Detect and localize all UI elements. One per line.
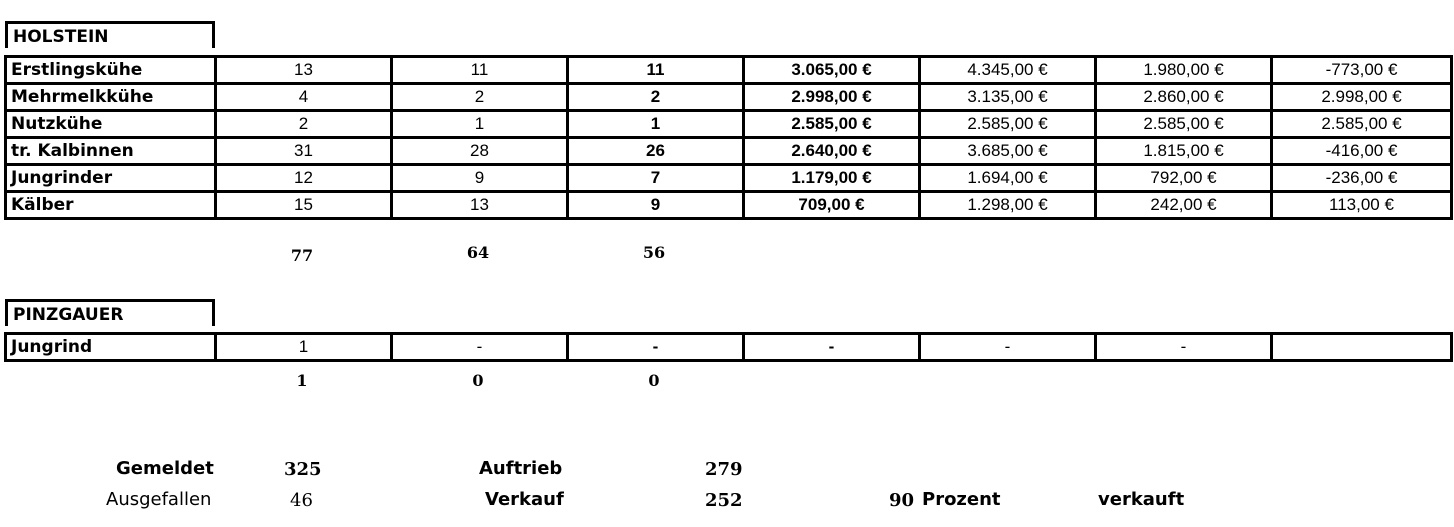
pinzgauer-table [4,332,1453,362]
cell-c5: 3.135,00 € [920,84,1096,111]
table-row [6,111,1452,138]
cell-c4: 2.640,00 € [744,138,920,165]
cell-c1: 31 [216,138,392,165]
cell-c3: 11 [568,57,744,84]
cell-c1: 2 [216,111,392,138]
row-label: Mehrmelkkühe [6,84,216,111]
cell-c7: 2.585,00 € [1272,111,1452,138]
gemeldet-label: Gemeldet [116,458,214,479]
cell-c1: 13 [216,57,392,84]
row-label: Jungrinder [6,165,216,192]
cell-c1: 4 [216,84,392,111]
cell-c2: 13 [392,192,568,219]
cell-c3: 9 [568,192,744,219]
holstein-total-c1: 77 [290,246,314,265]
pinzgauer-section-title [5,299,215,326]
cell-c2: 9 [392,165,568,192]
table-row [6,334,1452,361]
table-row [6,57,1452,84]
cell-c7 [1272,334,1452,361]
cell-c7: -236,00 € [1272,165,1452,192]
cell-c6: 1.815,00 € [1096,138,1272,165]
table-row [6,192,1452,219]
cell-c6: 1.980,00 € [1096,57,1272,84]
cell-c2: 2 [392,84,568,111]
holstein-table [4,55,1453,220]
cell-c5: 3.685,00 € [920,138,1096,165]
row-label: tr. Kalbinnen [6,138,216,165]
cell-c3: 26 [568,138,744,165]
table-row [6,165,1452,192]
cell-c3: 2 [568,84,744,111]
cell-c7: -416,00 € [1272,138,1452,165]
cell-c4: 3.065,00 € [744,57,920,84]
cell-c5: 2.585,00 € [920,111,1096,138]
cell-c6: 2.860,00 € [1096,84,1272,111]
cell-c2: 11 [392,57,568,84]
holstein-section-title [5,21,215,48]
ausgefallen-value: 46 [290,490,313,511]
row-label: Kälber [6,192,216,219]
table-row [6,84,1452,111]
cell-c4: 2.585,00 € [744,111,920,138]
table-row [6,138,1452,165]
cell-c6: 2.585,00 € [1096,111,1272,138]
auftrieb-value: 279 [705,459,743,480]
cell-c2: - [392,334,568,361]
pinzgauer-total-c1: 1 [296,371,308,390]
cell-c2: 28 [392,138,568,165]
cell-c4: 709,00 € [744,192,920,219]
pinzgauer-total-c2: 0 [472,371,484,390]
cell-c5: - [920,334,1096,361]
cell-c3: - [568,334,744,361]
cell-c7: 113,00 € [1272,192,1452,219]
cell-c1: 1 [216,334,392,361]
verkauft-label: verkauft [1098,489,1185,510]
cell-c7: -773,00 € [1272,57,1452,84]
cell-c5: 1.694,00 € [920,165,1096,192]
auftrieb-label: Auftrieb [479,458,563,479]
cell-c4: 2.998,00 € [744,84,920,111]
pinzgauer-total-c3: 0 [648,371,660,390]
cell-c2: 1 [392,111,568,138]
cell-c6: 242,00 € [1096,192,1272,219]
cell-c6: - [1096,334,1272,361]
verkauf-label: Verkauf [485,489,564,510]
cell-c3: 7 [568,165,744,192]
row-label: Jungrind [6,334,216,361]
cell-c3: 1 [568,111,744,138]
cell-c1: 15 [216,192,392,219]
holstein-total-c2: 64 [466,243,490,262]
ausgefallen-label: Ausgefallen [106,489,212,510]
cell-c1: 12 [216,165,392,192]
cell-c5: 1.298,00 € [920,192,1096,219]
cell-c7: 2.998,00 € [1272,84,1452,111]
percent-label: Prozent [922,489,1001,510]
cell-c6: 792,00 € [1096,165,1272,192]
verkauf-value: 252 [705,490,743,511]
cell-c5: 4.345,00 € [920,57,1096,84]
gemeldet-value: 325 [284,459,322,480]
holstein-total-c3: 56 [642,243,666,262]
holstein-title-text: HOLSTEIN [13,27,109,47]
pinzgauer-title-text: PINZGAUER [13,305,124,325]
cell-c4: - [744,334,920,361]
cell-c4: 1.179,00 € [744,165,920,192]
row-label: Erstlingskühe [6,57,216,84]
row-label: Nutzkühe [6,111,216,138]
percent-value: 90 [889,490,915,511]
